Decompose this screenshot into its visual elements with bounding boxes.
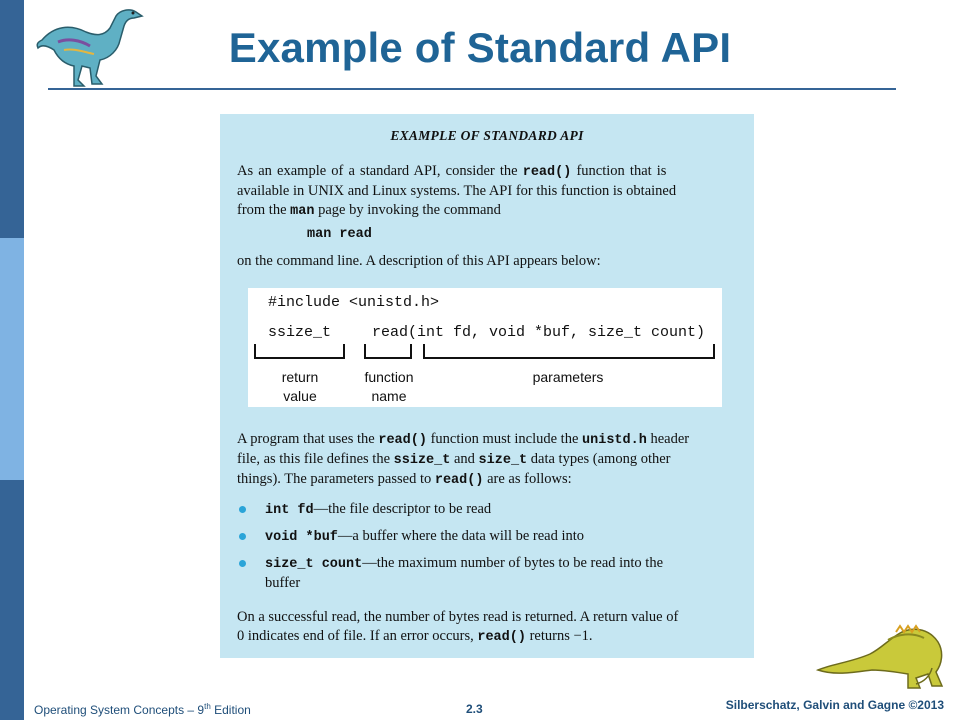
text: page by invoking the command [314, 202, 501, 218]
text: things). The parameters passed to [237, 471, 435, 487]
text: file, as this file defines the [237, 451, 394, 467]
text: and [450, 451, 479, 467]
return-type: ssize_t [268, 324, 332, 341]
function-signature: read(int fd, void *buf, size_t count) [372, 324, 706, 341]
return-value-label [264, 368, 336, 406]
description-paragraph [237, 430, 737, 490]
text: function must include the [426, 431, 583, 447]
side-bar [0, 0, 24, 720]
text: data types (among other [527, 451, 671, 467]
text: returns −1. [525, 628, 593, 644]
text: value [283, 388, 317, 404]
text: on the command line. A description of this API appears below: [237, 253, 601, 269]
inline-code: read() [434, 473, 484, 488]
text: buffer [265, 575, 301, 591]
inline-code: read() [378, 433, 427, 448]
bullet-icon [239, 533, 246, 540]
text: are as follows: [483, 471, 572, 487]
panel-heading: EXAMPLE OF STANDARD API [390, 128, 584, 143]
inline-code: ssize_t [393, 453, 451, 468]
text: As an example of a standard [237, 163, 414, 179]
text: header [646, 431, 690, 447]
text: —a buffer where the data will be read into [337, 528, 585, 544]
text: API [413, 163, 437, 179]
text: On a successful read, the number of bytes read is returned. A return value of [237, 609, 679, 625]
inline-code: read() [477, 630, 526, 645]
page-number: 2.3 [466, 702, 483, 716]
text: , consider the [436, 163, 523, 179]
api-example-panel [220, 114, 754, 658]
inline-code: size_t [478, 453, 528, 468]
inline-code: int fd [265, 503, 314, 518]
footer-book-title [34, 702, 251, 717]
text: 0 indicates end of file. If an error occurs, [237, 628, 478, 644]
text: parameters [532, 369, 604, 385]
intro-paragraph [237, 162, 737, 221]
side-bar-accent [0, 238, 24, 480]
code-box [248, 288, 722, 407]
slide-title: Example of Standard API [228, 24, 732, 71]
text: name [371, 388, 407, 404]
text: Operating System Concepts – 9 [34, 703, 205, 717]
text: th [204, 702, 211, 711]
text: function that is [571, 163, 667, 179]
text: A program that uses the [237, 431, 379, 447]
text: —the file descriptor to be read [313, 501, 492, 517]
bullet-icon [239, 506, 246, 513]
inline-code: man [290, 204, 315, 219]
text: available in UNIX and Linux systems. The API for this function is obtained [237, 183, 677, 199]
text: function [364, 369, 414, 385]
function-name-label [354, 368, 424, 406]
inline-code: unistd.h [582, 433, 647, 448]
return-paragraph [237, 608, 737, 647]
text: —the maximum number of bytes to be read into the [362, 555, 664, 571]
title-rule [48, 88, 896, 90]
dinosaur-logo-bottom [812, 608, 952, 690]
after-command-text [237, 252, 737, 271]
inline-code: read() [522, 165, 572, 180]
bullet-icon [239, 560, 246, 567]
text: Edition [210, 703, 251, 717]
include-line: #include <unistd.h> [268, 294, 440, 311]
command-example: man read [307, 227, 372, 242]
inline-code: void *buf [265, 530, 338, 545]
inline-code: size_t count [265, 557, 363, 572]
footer-copyright: Silberschatz, Galvin and Gagne ©2013 [725, 698, 944, 712]
parameters-label [518, 368, 618, 387]
text: return [281, 369, 319, 385]
text: from the [237, 202, 291, 218]
